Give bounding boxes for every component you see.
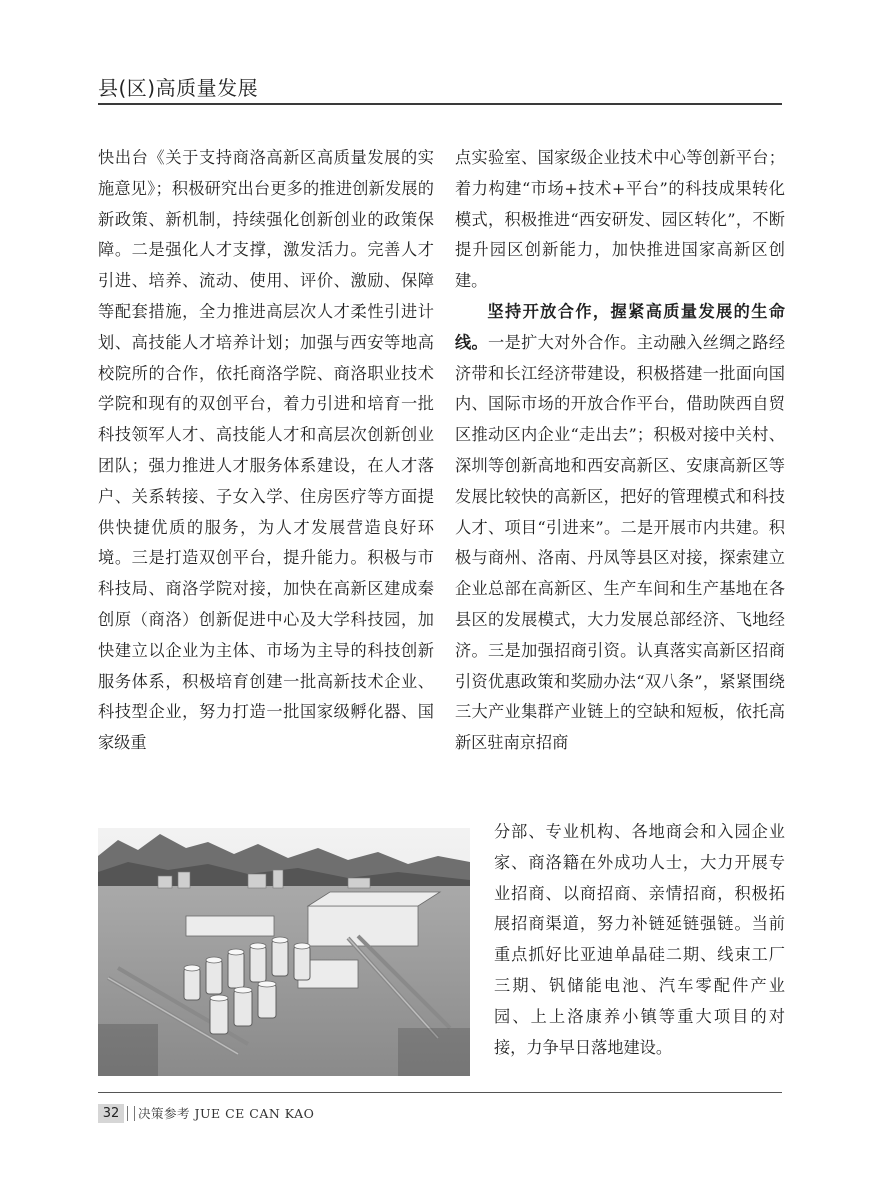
section-title: 县(区)高质量发展 [98, 76, 259, 100]
footer-divider [127, 1106, 135, 1121]
right-column-continued [494, 817, 785, 1063]
magazine-name: 决策参考 JUE CE CAN KAO [138, 1106, 315, 1121]
paragraph-heading: 坚持开放合作，握紧高质量发展的生命线。 [455, 301, 785, 352]
left-column [98, 143, 434, 759]
page-footer [98, 1092, 782, 1132]
paragraph-body: 一是扩大对外合作。主动融入丝绸之路经济带和长江经济带建设，积极搭建一批面向国内、国际市场的开放合作平台，借助陕西自贸区推动区内企业“走出去”；积极对接中关村、深圳等创新高地和西安高新区、安康高新区等发展比较快的高新区，把好的管理模式和科技人才、项目“引进来”。二是开展市内共建。积极与商州、洛南、丹凤等县区对接，探索建立企业总部在高新区、生产车间和生产基地在各县区的发展模式，大力发展总部经济、飞地经济。三是加强招商引资。认真落实高新区招商引资优惠政策和奖励办法“双八条”，紧紧围绕三大产业集群产业链上的空缺和短板，依托高新区驻南京招商 [455, 332, 786, 753]
page-header [98, 76, 782, 102]
right-paragraph-continued: 分部、专业机构、各地商会和入园企业家、商洛籍在外成功人士，大力开展专业招商、以商招商、亲情招商，积极拓展招商渠道，努力补链延链强链。当前重点抓好比亚迪单晶硅二期、线束工厂三期、钒储能电池、汽车零配件产业园、上上洛康养小镇等重大项目的对接，力争早日落地建设。 [494, 822, 785, 1057]
left-paragraph: 快出台《关于支持商洛高新区高质量发展的实施意见》；积极研究出台更多的推进创新发展的新政策、新机制，持续强化创新创业的政策保障。二是强化人才支撑，激发活力。完善人才引进、培养、流动、使用、评价、激励、保障等配套措施，全力推进高层次人才柔性引进计划、高技能人才培养计划；加强与西安等地高校院所的合作，依托商洛学院、商洛职业技术学院和现有的双创平台，着力引进和培育一批科技领军人才、高技能人才和高层次创新创业团队；强力推进人才服务体系建设，在人才落户、关系转接、子女入学、住房医疗等方面提供快捷优质的服务，为人才发展营造良好环境。三是打造双创平台，提升能力。积极与市科技局、商洛学院对接，加快在高新区建成秦创原（商洛）创新促进中心及大学科技园，加快建立以企业为主体、市场为主导的科技创新服务体系，积极培育创建一批高新技术企业、科技型企业，努力打造一批国家级孵化器、国家级重 [98, 148, 434, 753]
page-number: 32 [98, 1104, 124, 1123]
right-paragraph-1: 点实验室、国家级企业技术中心等创新平台；着力构建“市场+技术+平台”的科技成果转化模式，积极推进“西安研发、园区转化”，不断提升园区创新能力，加快推进国家高新区创建。 [455, 148, 785, 291]
footer-rule [98, 1092, 782, 1093]
right-paragraph-2 [455, 297, 785, 759]
right-column [455, 143, 785, 759]
header-rule [98, 103, 782, 105]
industrial-park-photo [98, 828, 470, 1076]
photo-illustration [98, 828, 470, 1076]
